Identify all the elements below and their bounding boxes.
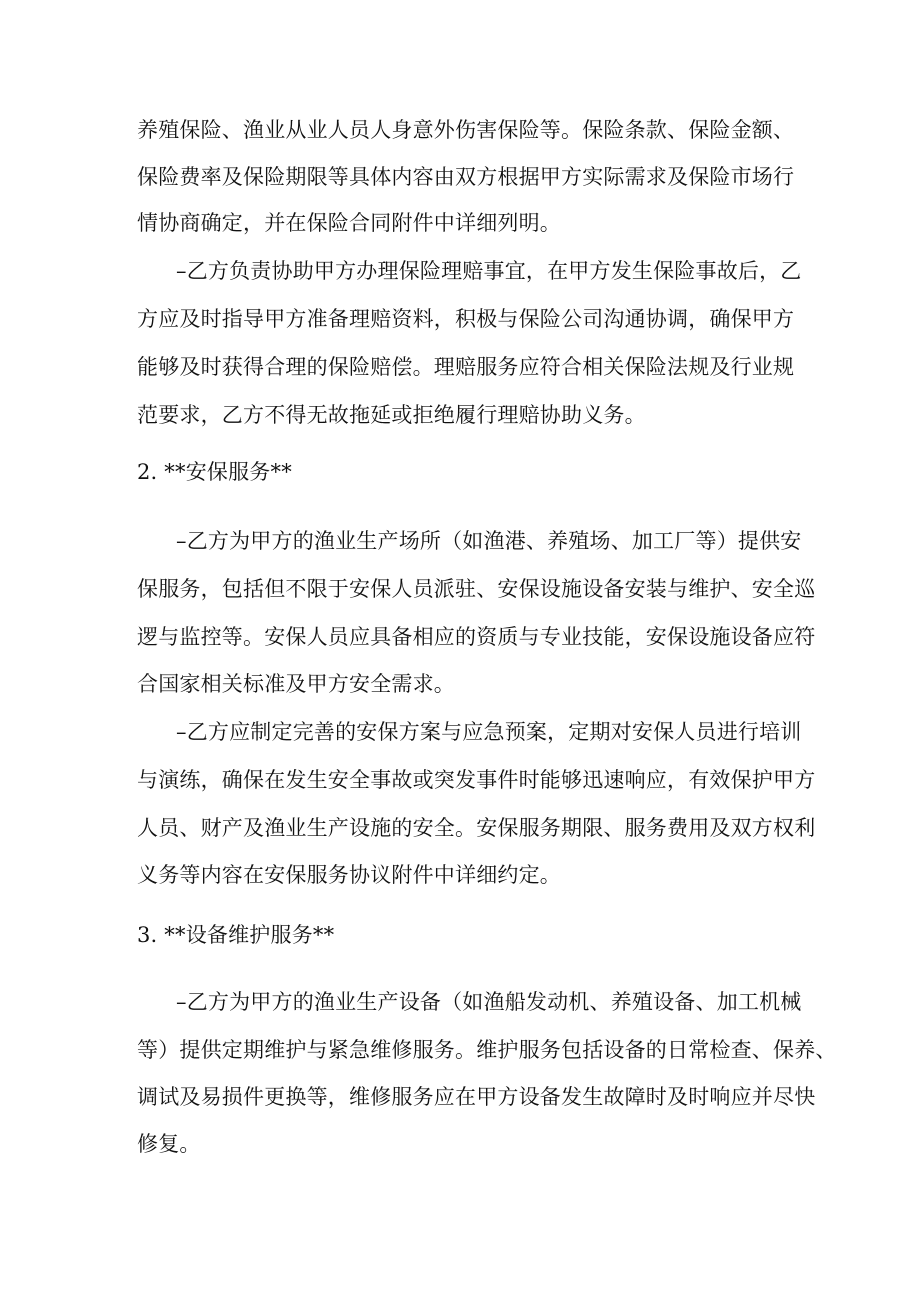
paragraph-line: 保服务，包括但不限于安保人员派驻、安保设施设备安装与维护、安全巡 xyxy=(137,577,816,601)
paragraph-line: –乙方应制定完善的安保方案与应急预案，定期对安保人员进行培训 xyxy=(176,720,802,744)
paragraph-line: 范要求，乙方不得无故拖延或拒绝履行理赔协助义务。 xyxy=(137,403,646,427)
paragraph-line: 情协商确定，并在保险合同附件中详细列明。 xyxy=(137,211,561,235)
paragraph-line: 人员、财产及渔业生产设施的安全。安保服务期限、服务费用及双方权利 xyxy=(137,816,816,840)
section-heading-security: 2. **安保服务** xyxy=(137,460,292,484)
paragraph-line: 方应及时指导甲方准备理赔资料，积极与保险公司沟通协调，确保甲方 xyxy=(137,307,795,331)
paragraph-line: 修复。 xyxy=(137,1132,201,1156)
paragraph-line: 逻与监控等。安保人员应具备相应的资质与专业技能，安保设施设备应符 xyxy=(137,625,816,649)
paragraph-line: 合国家相关标准及甲方安全需求。 xyxy=(137,672,455,696)
paragraph-line: 义务等内容在安保服务协议附件中详细约定。 xyxy=(137,863,561,887)
paragraph-line: –乙方为甲方的渔业生产设备（如渔船发动机、养殖设备、加工机械 xyxy=(176,990,802,1014)
paragraph-line: –乙方负责协助甲方办理保险理赔事宜，在甲方发生保险事故后，乙 xyxy=(176,259,802,283)
paragraph-line: 与演练，确保在发生安全事故或突发事件时能够迅速响应，有效保护甲方 xyxy=(137,768,816,792)
paragraph-line: –乙方为甲方的渔业生产场所（如渔港、养殖场、加工厂等）提供安 xyxy=(176,529,802,553)
paragraph-line: 能够及时获得合理的保险赔偿。理赔服务应符合相关保险法规及行业规 xyxy=(137,355,795,379)
paragraph-line: 等）提供定期维护与紧急维修服务。维护服务包括设备的日常检查、保养、 xyxy=(137,1038,837,1062)
paragraph-line: 保险费率及保险期限等具体内容由双方根据甲方实际需求及保险市场行 xyxy=(137,165,795,189)
section-heading-equipment-maintenance: 3. **设备维护服务** xyxy=(137,923,335,947)
paragraph-line: 调试及易损件更换等，维修服务应在甲方设备发生故障时及时响应并尽快 xyxy=(137,1085,816,1109)
paragraph-line: 养殖保险、渔业从业人员人身意外伤害保险等。保险条款、保险金额、 xyxy=(137,118,795,142)
